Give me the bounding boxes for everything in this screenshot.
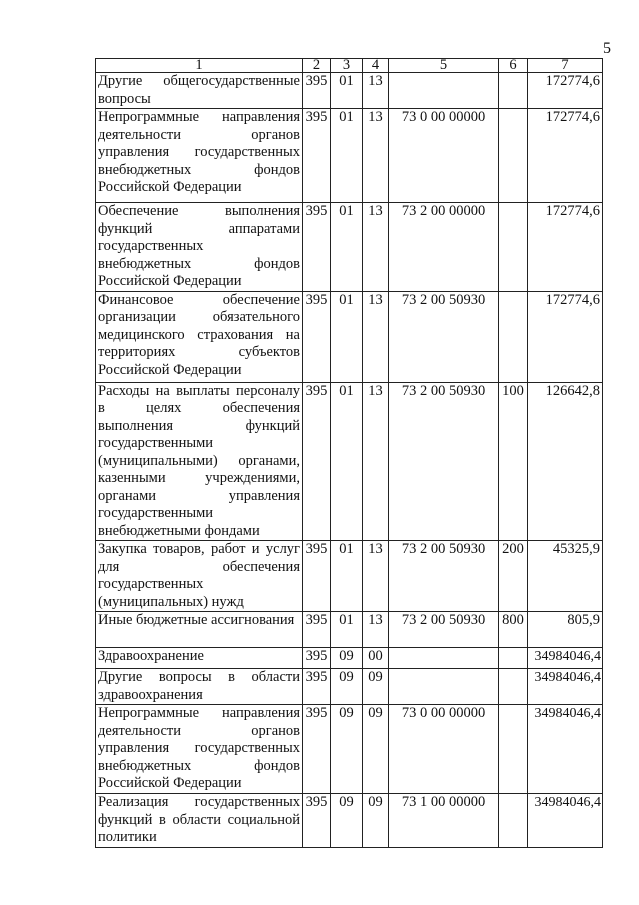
amount: 34984046,4: [528, 794, 603, 848]
section-code: 01: [331, 612, 363, 648]
expense-type-code: [499, 109, 528, 203]
section-code: 01: [331, 382, 363, 541]
amount: 172774,6: [528, 109, 603, 203]
target-article-code: 73 2 00 50930: [389, 291, 499, 382]
subsection-code: 09: [363, 669, 389, 705]
target-article-code: 73 2 00 00000: [389, 203, 499, 292]
expense-name: Расходы на выплаты персоналу в целях обеспечения выполнения функций государственными (муниципальными) органами, казенными учреждениями, органами управления государственными внебюджетными фондами: [96, 382, 303, 541]
subsection-code: 13: [363, 612, 389, 648]
expense-type-code: [499, 73, 528, 109]
table-row: [96, 794, 603, 848]
column-header: 5: [389, 59, 499, 73]
ministry-code: 395: [303, 291, 331, 382]
section-code: 01: [331, 73, 363, 109]
target-article-code: [389, 648, 499, 669]
target-article-code: [389, 669, 499, 705]
expense-name: Закупка товаров, работ и услуг для обеспечения государственных (муниципальных) нужд: [96, 541, 303, 612]
ministry-code: 395: [303, 648, 331, 669]
amount: 172774,6: [528, 73, 603, 109]
subsection-code: 13: [363, 109, 389, 203]
column-header: 7: [528, 59, 603, 73]
expense-name: Непрограммные направления деятельности органов управления государственных внебюджетных фондов Российской Федерации: [96, 109, 303, 203]
amount: 126642,8: [528, 382, 603, 541]
section-code: 01: [331, 541, 363, 612]
ministry-code: 395: [303, 612, 331, 648]
expense-name: Другие общегосударственные вопросы: [96, 73, 303, 109]
amount: 805,9: [528, 612, 603, 648]
page-number: 5: [603, 40, 611, 57]
subsection-code: 13: [363, 541, 389, 612]
target-article-code: 73 2 00 50930: [389, 382, 499, 541]
column-header: 6: [499, 59, 528, 73]
header-row: [96, 59, 603, 73]
table-row: [96, 109, 603, 203]
ministry-code: 395: [303, 73, 331, 109]
subsection-code: 09: [363, 705, 389, 794]
amount: 172774,6: [528, 203, 603, 292]
expense-name: Иные бюджетные ассигнования: [96, 612, 303, 648]
expense-type-code: [499, 705, 528, 794]
amount: 34984046,4: [528, 705, 603, 794]
column-header: 3: [331, 59, 363, 73]
target-article-code: [389, 73, 499, 109]
table-row: [96, 541, 603, 612]
table-row: [96, 203, 603, 292]
section-code: 01: [331, 203, 363, 292]
amount: 34984046,4: [528, 648, 603, 669]
expense-type-code: 200: [499, 541, 528, 612]
target-article-code: 73 2 00 50930: [389, 541, 499, 612]
table-row: [96, 705, 603, 794]
section-code: 09: [331, 794, 363, 848]
expense-name: Здравоохранение: [96, 648, 303, 669]
ministry-code: 395: [303, 705, 331, 794]
column-header: 4: [363, 59, 389, 73]
table-row: [96, 382, 603, 541]
ministry-code: 395: [303, 109, 331, 203]
expense-name: Финансовое обеспечение организации обязательного медицинского страхования на территориях субъектов Российской Федерации: [96, 291, 303, 382]
expense-name: Непрограммные направления деятельности органов управления государственных внебюджетных фондов Российской Федерации: [96, 705, 303, 794]
expense-type-code: [499, 794, 528, 848]
ministry-code: 395: [303, 541, 331, 612]
subsection-code: 13: [363, 203, 389, 292]
amount: 45325,9: [528, 541, 603, 612]
expense-type-code: [499, 648, 528, 669]
table-row: [96, 291, 603, 382]
target-article-code: 73 1 00 00000: [389, 794, 499, 848]
ministry-code: 395: [303, 382, 331, 541]
expense-type-code: [499, 291, 528, 382]
expense-name: Обеспечение выполнения функций аппаратами государственных внебюджетных фондов Российской Федерации: [96, 203, 303, 292]
ministry-code: 395: [303, 669, 331, 705]
target-article-code: 73 0 00 00000: [389, 109, 499, 203]
table-row: [96, 612, 603, 648]
column-header: 2: [303, 59, 331, 73]
table-row: [96, 669, 603, 705]
section-code: 09: [331, 669, 363, 705]
ministry-code: 395: [303, 794, 331, 848]
subsection-code: 13: [363, 73, 389, 109]
table-row: [96, 648, 603, 669]
amount: 172774,6: [528, 291, 603, 382]
subsection-code: 13: [363, 291, 389, 382]
ministry-code: 395: [303, 203, 331, 292]
table-row: [96, 73, 603, 109]
subsection-code: 13: [363, 382, 389, 541]
expense-name: Другие вопросы в области здравоохранения: [96, 669, 303, 705]
section-code: 01: [331, 109, 363, 203]
target-article-code: 73 2 00 50930: [389, 612, 499, 648]
expense-type-code: 800: [499, 612, 528, 648]
column-header: 1: [96, 59, 303, 73]
section-code: 01: [331, 291, 363, 382]
section-code: 09: [331, 648, 363, 669]
section-code: 09: [331, 705, 363, 794]
expense-type-code: [499, 669, 528, 705]
budget-table: [95, 58, 603, 848]
subsection-code: 09: [363, 794, 389, 848]
expense-type-code: 100: [499, 382, 528, 541]
expense-type-code: [499, 203, 528, 292]
subsection-code: 00: [363, 648, 389, 669]
target-article-code: 73 0 00 00000: [389, 705, 499, 794]
amount: 34984046,4: [528, 669, 603, 705]
expense-name: Реализация государственных функций в области социальной политики: [96, 794, 303, 848]
